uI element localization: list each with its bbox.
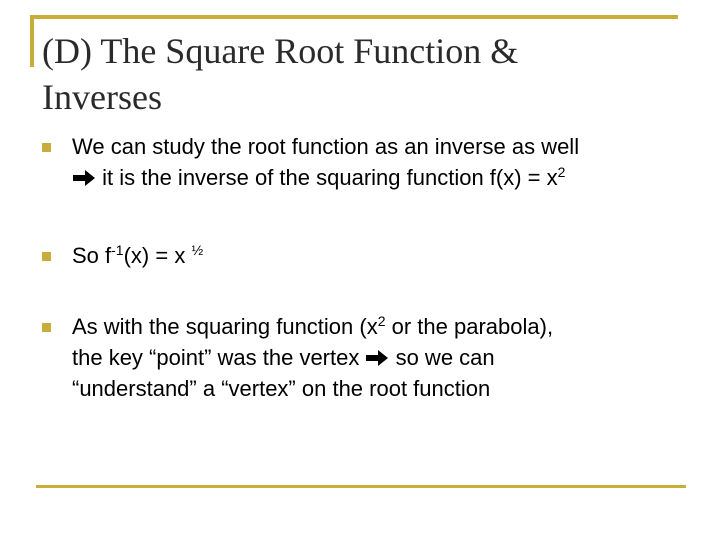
right-arrow-icon: [365, 349, 389, 367]
bullet-3-line-2: [72, 342, 692, 373]
slide-title-line-2: Inverses: [42, 77, 162, 117]
bullet-3-line-1-b: or the parabola),: [385, 314, 554, 339]
bullet-2-text-b: (x) = x: [123, 243, 192, 268]
square-bullet-icon: [42, 143, 51, 152]
slide-title: [42, 28, 682, 120]
bottom-accent-line: [36, 485, 686, 488]
bullet-1-line-2: [72, 162, 692, 193]
bullet-2-text-a: So f: [72, 243, 112, 268]
bullet-3-line-2-a: the key “point” was the vertex: [72, 345, 366, 370]
bullet-3-line-1: [72, 311, 692, 342]
bullet-item-1: [72, 131, 692, 193]
bullet-item-2: [72, 240, 692, 271]
superscript: 2: [557, 164, 566, 180]
slide-title-line-1: (D) The Square Root Function &: [42, 31, 519, 71]
top-accent-line: [30, 15, 678, 19]
superscript: ½: [191, 242, 204, 258]
left-accent-line: [30, 15, 34, 67]
bullet-item-3: [72, 311, 692, 404]
bullet-1-line-2-text: it is the inverse of the squaring function f(x) = x: [102, 165, 558, 190]
superscript: -1: [111, 242, 124, 258]
square-bullet-icon: [42, 323, 51, 332]
superscript: 2: [377, 313, 386, 329]
bullet-3-line-2-b: so we can: [389, 345, 495, 370]
right-arrow-icon: [72, 169, 96, 187]
bullet-1-line-1: We can study the root function as an inverse as well: [72, 134, 580, 159]
bullet-3-line-3: “understand” a “vertex” on the root function: [72, 376, 491, 401]
bullet-3-line-1-a: As with the squaring function (x: [72, 314, 378, 339]
square-bullet-icon: [42, 252, 51, 261]
